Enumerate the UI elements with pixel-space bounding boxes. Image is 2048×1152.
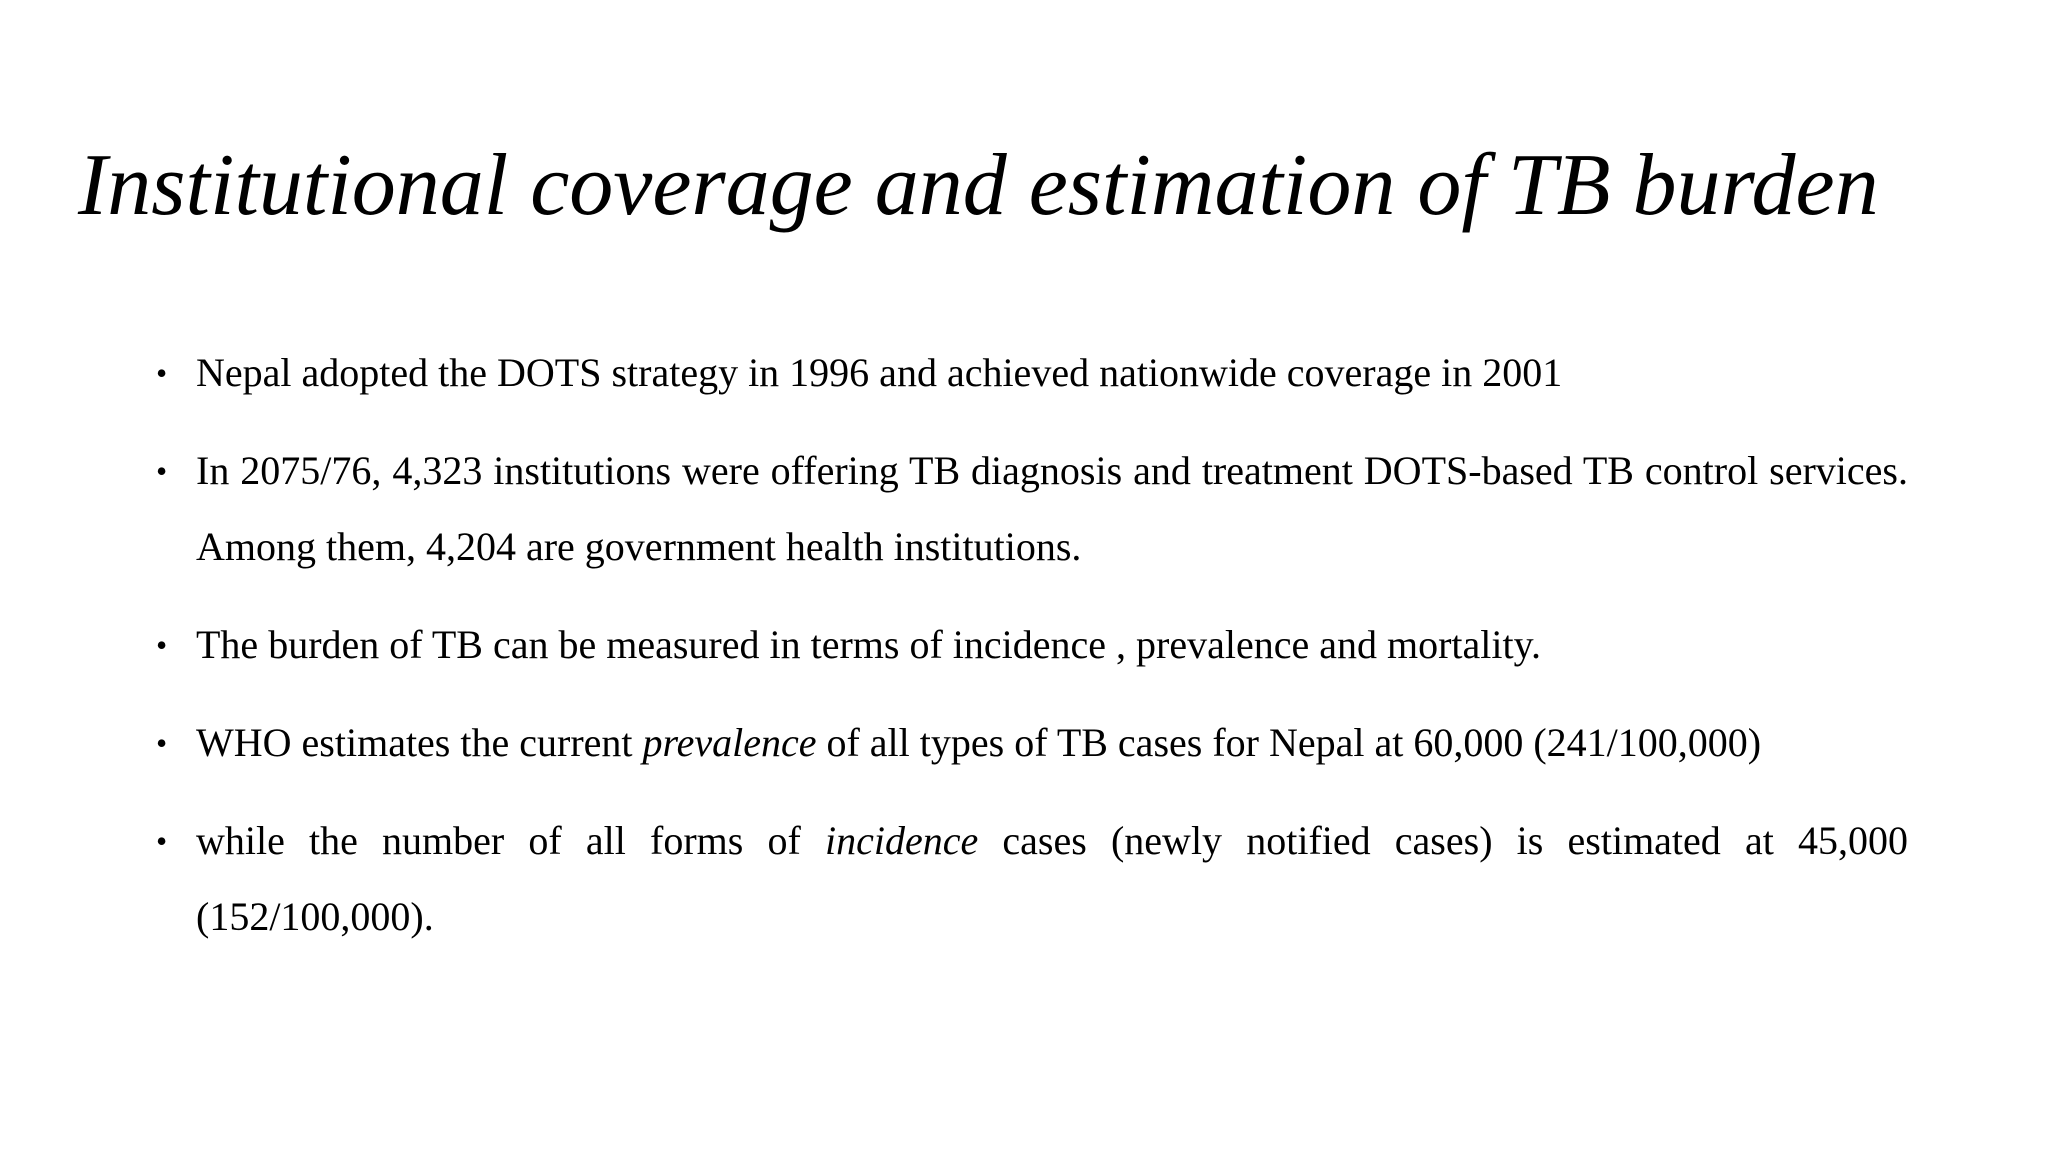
bullet-dots-adoption: • Nepal adopted the DOTS strategy in 1996 and achieved nationwide coverage in 2001 [196, 335, 1908, 411]
bullet-prevalence-estimate [196, 705, 1908, 781]
bullet-prevalence-text-after: of all types of TB cases for Nepal at 60,000 (241/100,000) [816, 720, 1762, 765]
slide-title: Institutional coverage and estimation of TB burden [78, 137, 1879, 234]
bullet-prevalence-emphasis: prevalence [642, 720, 817, 765]
bullet-prevalence-text-before: WHO estimates the current [196, 720, 643, 765]
bullet-incidence-text-after: cases (newly notified cases) is estimated at 45,000 (152/100,000). [196, 818, 1908, 939]
bullet-incidence-estimate [196, 803, 1908, 955]
bullet-burden-measures: • The burden of TB can be measured in terms of incidence , prevalence and mortality. [196, 607, 1908, 683]
bullet-institutions: • In 2075/76, 4,323 institutions were offering TB diagnosis and treatment DOTS-based TB control services. Among them, 4,204 are government health institutions. [196, 433, 1908, 585]
bullet-incidence-emphasis: incidence [825, 818, 979, 863]
bullet-incidence-text-before: while the number of all forms of [196, 818, 826, 863]
bullet-list [196, 335, 1908, 977]
